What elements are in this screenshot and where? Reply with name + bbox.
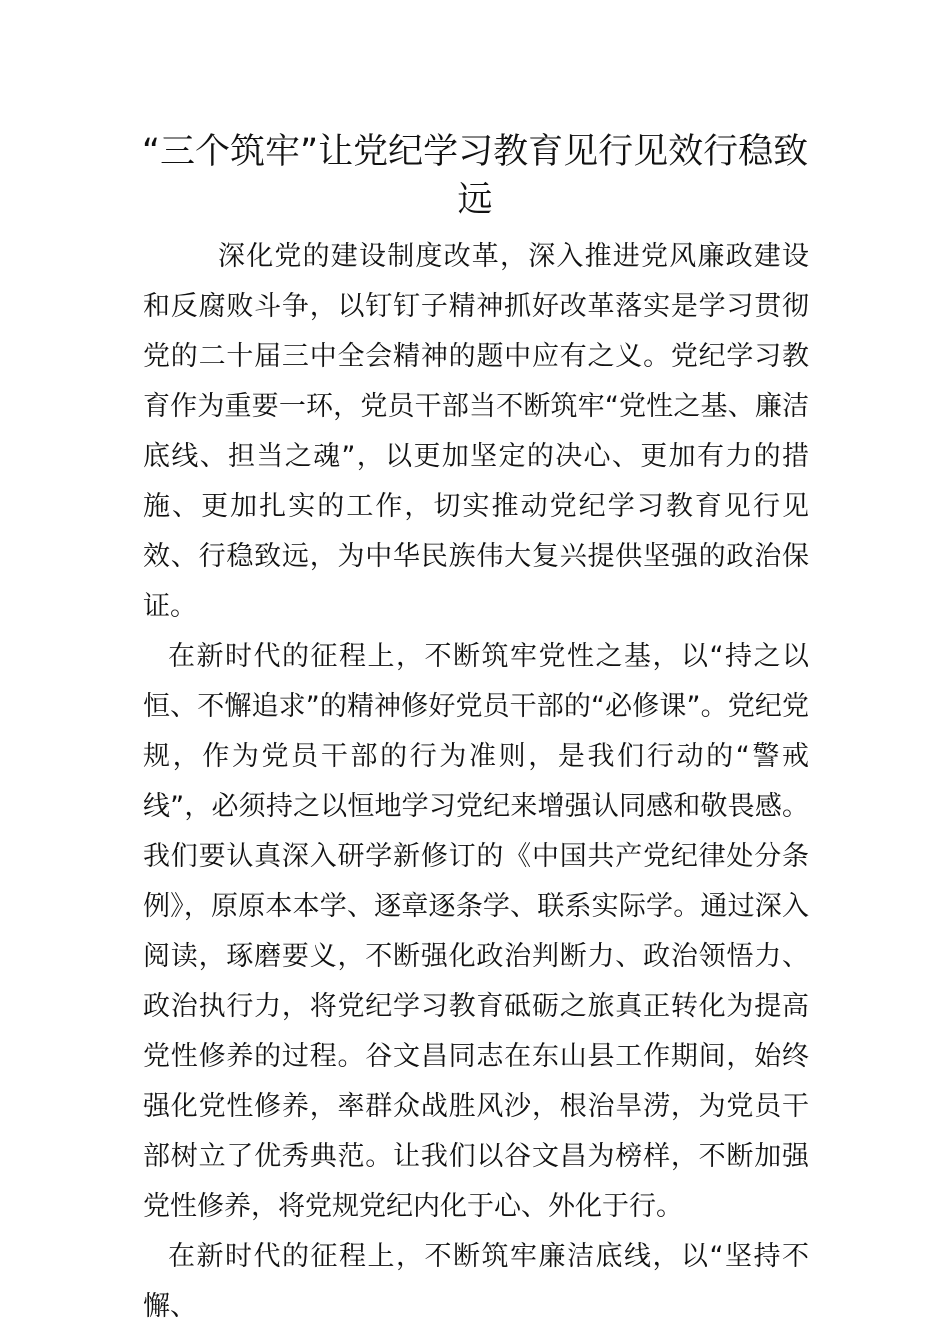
document-title: “三个筑牢”让党纪学习教育见行见效行稳致远 (141, 132, 809, 220)
paragraph-party-spirit: 在新时代的征程上，不断筑牢党性之基，以“持之以恒、不懈追求”的精神修好党员干部的“必修课”。党纪党规，作为党员干部的行为准则，是我们行动的“警戒线”，必须持之以恒地学习党纪来增强认同感和敬畏感。我们要认真深入研学新修订的《中国共产党纪律处分条例》，原原本本学、逐章逐条学、联系实际学。通过深入阅读，琢磨要义，不断强化政治判断力、政治领悟力、政治执行力，将党纪学习教育砥砺之旅真正转化为提高党性修养的过程。谷文昌同志在东山县工作期间，始终强化党性修养，率群众战胜风沙，根治旱涝，为党员干部树立了优秀典范。让我们以谷文昌为榜样，不断加强党性修养，将党规党纪内化于心、外化于行。 (143, 641, 809, 1222)
paragraph-intro: 深化党的建设制度改革，深入推进党风廉政建设和反腐败斗争，以钉钉子精神抓好改革落实是学习贯彻党的二十届三中全会精神的题中应有之义。党纪学习教育作为重要一环，党员干部当不断筑牢“党性之基、廉洁底线、担当之魂”，以更加坚定的决心、更加有力的措施、更加扎实的工作，切实推动党纪学习教育见行见效、行稳致远，为中华民族伟大复兴提供坚强的政治保证。 (143, 241, 809, 622)
document-body (143, 232, 809, 1332)
paragraph-integrity: 在新时代的征程上，不断筑牢廉洁底线，以“坚持不懈、 (143, 1241, 809, 1322)
